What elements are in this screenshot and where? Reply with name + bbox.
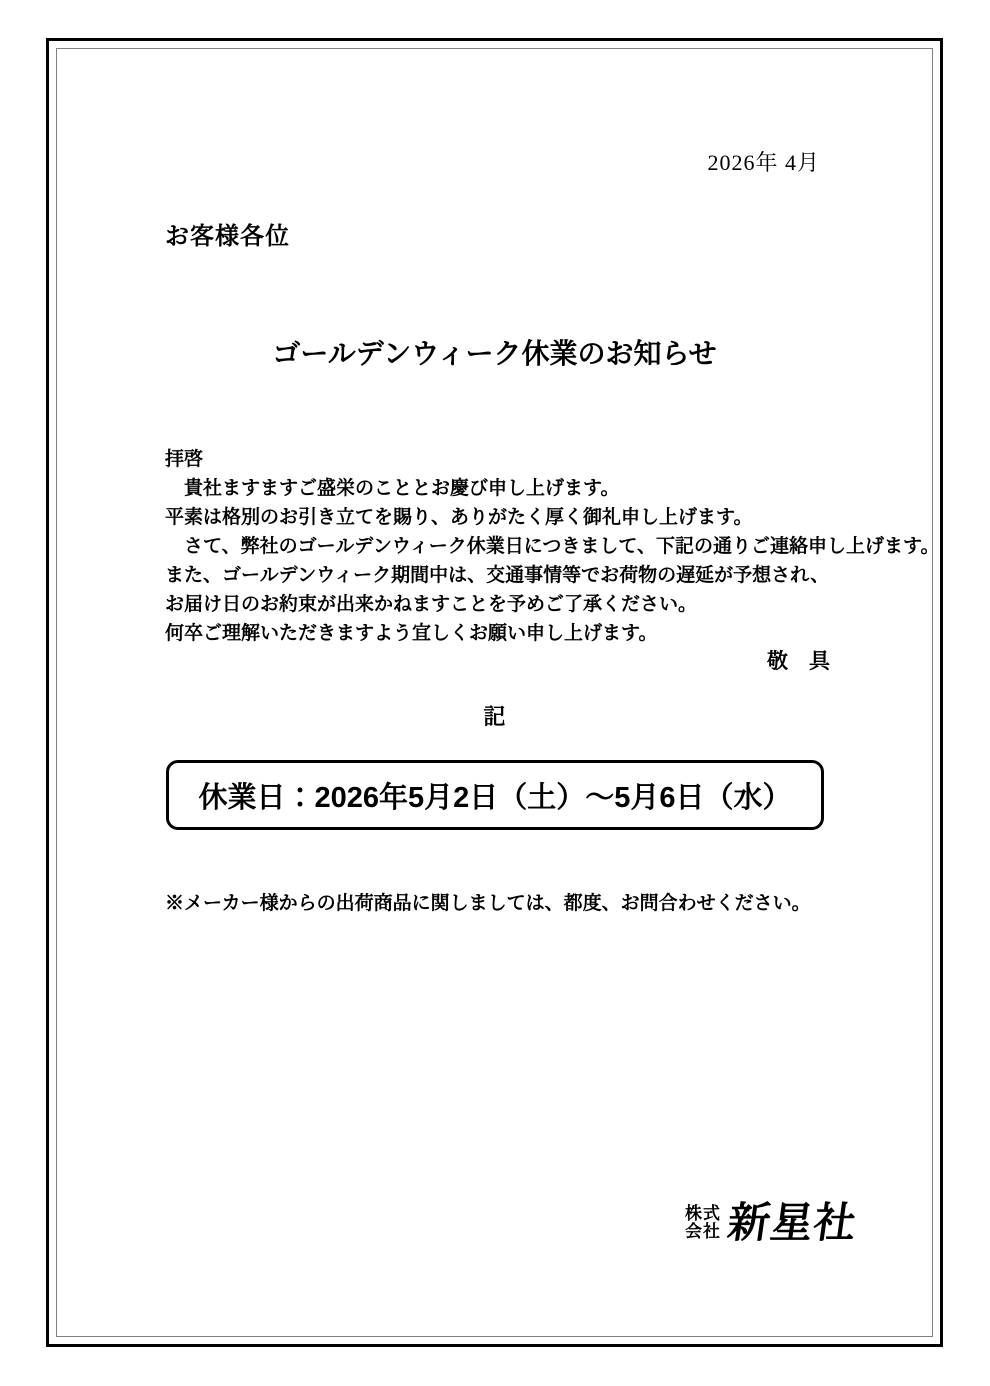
closure-date-box xyxy=(166,760,824,830)
company-prefix-line1: 株式 xyxy=(685,1204,721,1223)
body-line: 何卒ご理解いただきますよう宜しくお願い申し上げます。 xyxy=(165,623,658,644)
body-line: 拝啓 xyxy=(165,449,204,470)
body-text xyxy=(165,445,940,648)
body-line: 平素は格別のお引き立てを賜り、ありがたく厚く御礼申し上げます。 xyxy=(165,507,753,528)
body-line: また、ゴールデンウィーク期間中は、交通事情等でお荷物の遅延が予想され、 xyxy=(165,565,830,586)
body-line: お届け日のお約束が出来かねますことを予めご了承ください。 xyxy=(165,594,698,615)
closure-date-text: 休業日：2026年5月2日（土）～5月6日（水） xyxy=(198,781,792,814)
company-prefix-line2: 会社 xyxy=(685,1222,721,1241)
record-marker: 記 xyxy=(483,704,506,729)
notice-title: ゴールデンウィーク休業のお知らせ xyxy=(272,338,717,369)
body-line: さて、弊社のゴールデンウィーク休業日につきまして、下記の通りご連絡申し上げます。 xyxy=(165,536,940,557)
date: 2026年 4月 xyxy=(707,150,820,175)
footnote: ※メーカー様からの出荷商品に関しましては、都度、お問合わせください。 xyxy=(165,893,811,914)
body-line: 貴社ますますご盛栄のこととお慶び申し上げます。 xyxy=(165,478,620,499)
recipient: お客様各位 xyxy=(165,224,290,250)
closing-keigu: 敬 具 xyxy=(767,649,830,673)
company-prefix xyxy=(685,1205,721,1241)
company-name: 新星社 xyxy=(724,1199,861,1246)
company-logo xyxy=(685,1199,861,1246)
